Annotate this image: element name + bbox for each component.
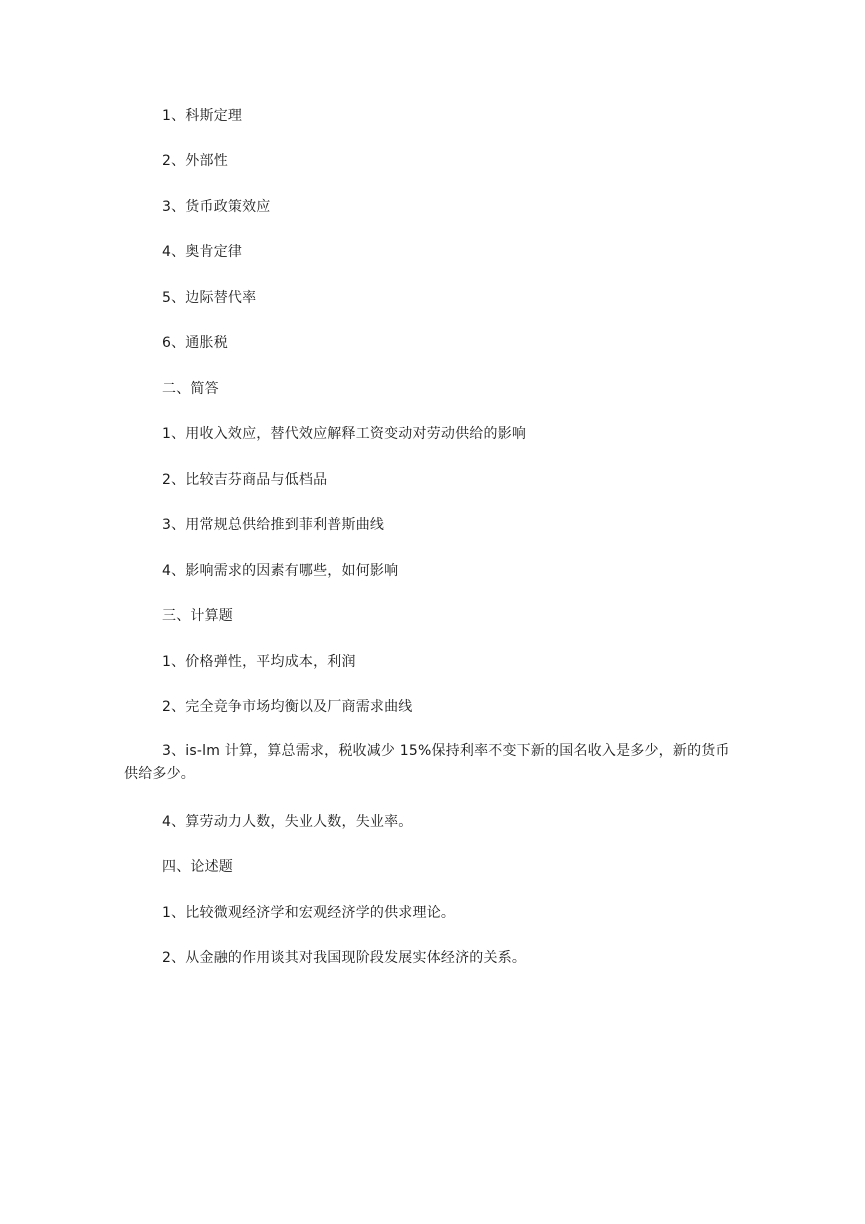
- essay-item-2: 2、从金融的作用谈其对我国现阶段发展实体经济的关系。: [162, 950, 527, 966]
- short-answer-item-4: 4、影响需求的因素有哪些，如何影响: [162, 563, 399, 579]
- term-item-4: 4、奥肯定律: [162, 244, 243, 260]
- essay-item-1: 1、比较微观经济学和宏观经济学的供求理论。: [162, 905, 456, 921]
- term-item-2: 2、外部性: [162, 153, 228, 169]
- section-heading-essay: 四、论述题: [162, 859, 233, 875]
- short-answer-item-3: 3、用常规总供给推到菲利普斯曲线: [162, 517, 385, 533]
- term-item-1: 1、科斯定理: [162, 108, 243, 124]
- term-item-3: 3、货币政策效应: [162, 199, 271, 215]
- calculation-item-2: 2、完全竞争市场均衡以及厂商需求曲线: [162, 699, 413, 715]
- section-heading-calculation: 三、计算题: [162, 608, 233, 624]
- calculation-item-3: 3、is-lm 计算，算总需求，税收减少 15%保持利率不变下新的国名收入是多少，新的货币供给多少。: [124, 743, 730, 782]
- section-heading-short-answer: 二、简答: [162, 381, 219, 397]
- term-item-5: 5、边际替代率: [162, 290, 257, 306]
- calculation-item-4: 4、算劳动力人数，失业人数，失业率。: [162, 814, 413, 830]
- term-item-6: 6、通胀税: [162, 335, 228, 351]
- short-answer-item-2: 2、比较吉芬商品与低档品: [162, 472, 328, 488]
- short-answer-item-1: 1、用收入效应，替代效应解释工资变动对劳动供给的影响: [162, 426, 527, 442]
- calculation-item-1: 1、价格弹性，平均成本，利润: [162, 654, 356, 670]
